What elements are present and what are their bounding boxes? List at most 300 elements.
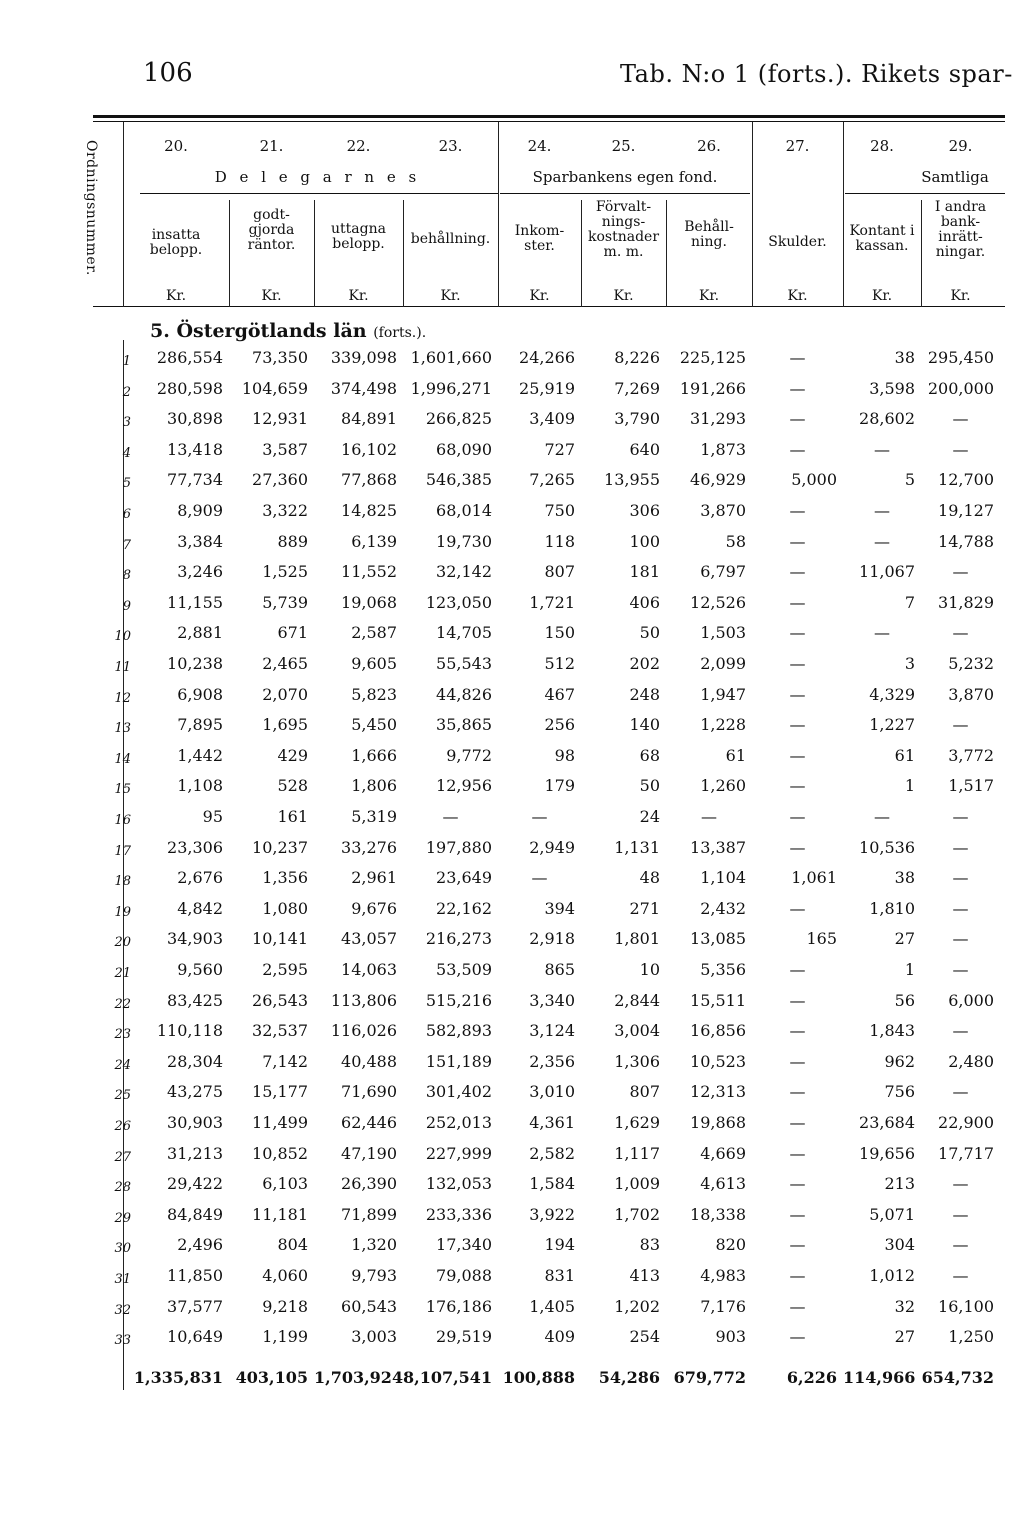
table-cell: 3,384: [177, 531, 223, 551]
table-cell: 202: [629, 654, 660, 673]
table-cell: 79,088: [436, 1266, 492, 1285]
table-cell: 9,772: [446, 745, 492, 765]
row-number: 26: [114, 1119, 131, 1134]
table-cell: 1,721: [529, 592, 575, 612]
table-cell: 1,702: [614, 1204, 660, 1224]
row-number: 9: [122, 598, 131, 614]
table-cell: 286,554: [156, 348, 223, 367]
table-cell: —: [789, 531, 806, 551]
table-row: [95, 952, 1005, 984]
table-cell: 227,999: [425, 1143, 492, 1163]
table-row: [95, 1319, 1005, 1351]
table-cell: 3,322: [262, 501, 308, 520]
table-cell: 2,961: [351, 868, 397, 888]
table-cell: 1,009: [614, 1174, 660, 1194]
table-cell: 1,405: [529, 1296, 575, 1316]
table-cell: 1,108: [177, 776, 223, 796]
table-cell: 8,909: [177, 501, 223, 520]
table-cell: 831: [544, 1266, 575, 1285]
table-cell: —: [952, 1082, 969, 1102]
unit-label: Kr.: [165, 288, 187, 304]
table-row: [95, 371, 1005, 403]
table-cell: 24,266: [519, 348, 575, 367]
table-cell: —: [789, 1327, 806, 1347]
table-cell: —: [952, 1021, 969, 1041]
table-cell: 165: [806, 929, 837, 949]
table-cell: 3,004: [614, 1021, 660, 1041]
table-cell: 5,232: [948, 654, 994, 673]
table-cell: 6,000: [948, 990, 994, 1010]
table-cell: 807: [629, 1082, 660, 1102]
table-row: [95, 554, 1005, 586]
table-cell: 15,511: [690, 990, 746, 1010]
group-rule-egen-fond: [500, 193, 750, 194]
table-cell: 61: [894, 745, 915, 765]
table-cell: 7,142: [262, 1051, 308, 1071]
table-cell: 150: [544, 623, 575, 643]
table-cell: 266,825: [425, 409, 492, 429]
column-number: 24.: [527, 137, 552, 155]
section-title: [150, 320, 426, 342]
table-cell: 12,526: [690, 592, 746, 612]
row-number: 3: [122, 415, 131, 431]
table-row: [95, 615, 1005, 647]
table-cell: 216,273: [425, 929, 492, 949]
table-cell: 48: [639, 868, 660, 888]
table-cell: 304: [884, 1235, 915, 1255]
table-row: [95, 1044, 1005, 1076]
table-cell: 50: [639, 776, 660, 796]
group-rule-delegarnes: [140, 193, 498, 194]
table-cell: 16,856: [690, 1021, 746, 1041]
table-cell: 38: [894, 868, 915, 888]
table-cell: —: [789, 1296, 806, 1316]
table-cell: 11,499: [252, 1113, 308, 1132]
table-cell: 46,929: [690, 470, 746, 490]
table-cell: —: [531, 807, 548, 826]
table-cell: 1,227: [869, 715, 915, 735]
table-cell: 256: [544, 715, 575, 735]
table-row: [95, 1074, 1005, 1106]
row-number: 6: [122, 507, 131, 522]
column-header: behållning.: [410, 231, 491, 247]
row-number: 17: [114, 843, 131, 859]
table-cell: 1,629: [614, 1113, 660, 1132]
table-cell: 29,519: [436, 1327, 492, 1347]
table-cell: —: [952, 1266, 969, 1285]
table-cell: 47,190: [341, 1143, 397, 1163]
table-cell: 10,852: [252, 1143, 308, 1163]
table-cell: 58: [725, 531, 746, 551]
table-row: [95, 432, 1005, 464]
table-cell: 6,103: [262, 1174, 308, 1194]
table-cell: 19,127: [938, 501, 994, 520]
table-cell: 512: [544, 654, 575, 673]
table-cell: 7,176: [700, 1296, 746, 1316]
table-cell: 68: [639, 745, 660, 765]
table-cell: 17,717: [938, 1143, 994, 1163]
table-cell: 1,260: [700, 776, 746, 796]
column-number: 26.: [697, 137, 721, 155]
table-row: [95, 860, 1005, 892]
table-cell: 27: [894, 1327, 915, 1347]
column-header: insatta belopp.: [149, 227, 203, 258]
table-cell: 962: [884, 1051, 915, 1071]
table-cell: 151,189: [425, 1051, 492, 1071]
column-header: Skulder.: [768, 234, 827, 250]
table-cell: 1,012: [869, 1266, 915, 1285]
table-cell: 15,177: [252, 1082, 308, 1102]
table-cell: 40,488: [341, 1051, 397, 1071]
group-rule-samtliga: [845, 193, 1005, 194]
unit-label: Kr.: [613, 288, 634, 304]
table-cell: —: [789, 409, 806, 429]
table-cell: 2,432: [700, 898, 746, 918]
table-cell: 865: [544, 960, 575, 979]
table-cell: 252,013: [425, 1113, 492, 1132]
table-cell: 3,598: [869, 378, 915, 398]
table-cell: 271: [629, 898, 660, 918]
table-row: [95, 830, 1005, 862]
table-cell: 9,676: [351, 898, 397, 918]
table-row: [95, 1166, 1005, 1198]
table-cell: 110,118: [156, 1021, 223, 1041]
table-cell: —: [952, 562, 969, 582]
row-number: 20: [114, 935, 131, 951]
unit-label: Kr.: [440, 288, 461, 304]
row-number: 11: [114, 660, 131, 675]
table-cell: 6,797: [700, 562, 746, 582]
table-cell: 34,903: [167, 929, 223, 949]
table-cell: —: [789, 501, 806, 520]
row-number: 5: [122, 476, 131, 492]
table-cell: —: [789, 1143, 806, 1163]
table-cell: —: [789, 1113, 806, 1132]
table-cell: 528: [277, 776, 308, 796]
table-cell: 32,537: [252, 1021, 308, 1041]
table-cell: 2,070: [262, 684, 308, 704]
total-cell: 403,105: [235, 1367, 308, 1387]
table-cell: 16,100: [938, 1296, 994, 1316]
table-cell: 140: [629, 715, 660, 735]
table-cell: 26,390: [341, 1174, 397, 1194]
table-cell: 233,336: [425, 1204, 492, 1224]
table-cell: 14,825: [341, 501, 397, 520]
table-cell: 31,829: [938, 592, 994, 612]
group-header-delegarnes: D e l e g a r n e s: [214, 168, 421, 186]
table-cell: 3,124: [529, 1021, 575, 1041]
table-cell: 73,350: [252, 348, 308, 367]
table-cell: 3: [904, 654, 915, 673]
row-number: 7: [122, 537, 131, 553]
table-cell: 13,387: [690, 837, 746, 857]
total-cell: 1,335,831: [133, 1367, 223, 1387]
table-cell: 10,141: [252, 929, 308, 949]
table-cell: 1,601,660: [410, 348, 492, 367]
table-cell: 28,304: [167, 1051, 223, 1071]
table-cell: 5,450: [351, 715, 397, 735]
header-divider: [843, 122, 844, 307]
table-cell: 11,181: [252, 1204, 308, 1224]
row-number: 14: [114, 751, 131, 767]
column-header: I andra bank-inrätt-ningar.: [934, 199, 987, 260]
unit-label: Kr.: [529, 288, 550, 304]
table-cell: 1,202: [614, 1296, 660, 1316]
table-cell: 5,000: [791, 470, 837, 490]
table-cell: 10,238: [167, 654, 223, 673]
table-cell: 10: [639, 960, 660, 979]
table-cell: 37,577: [167, 1296, 223, 1316]
table-row: [95, 768, 1005, 800]
table-cell: 194: [544, 1235, 575, 1255]
unit-label: Kr.: [261, 288, 282, 304]
table-cell: 1,517: [948, 776, 994, 796]
table-cell: 1,525: [262, 562, 308, 582]
table-cell: 7,269: [614, 378, 660, 398]
table-cell: 3,772: [948, 745, 994, 765]
total-cell: 6,226: [786, 1367, 837, 1387]
table-cell: 12,956: [436, 776, 492, 796]
table-cell: 2,676: [177, 868, 223, 888]
header-divider: [498, 122, 499, 307]
table-cell: —: [789, 960, 806, 979]
table-cell: 1,947: [700, 684, 746, 704]
table-cell: 5,319: [351, 807, 397, 826]
column-header: Behåll-ning.: [684, 219, 734, 250]
row-number: 27: [114, 1149, 131, 1165]
table-cell: 11,067: [859, 562, 915, 582]
row-number: 31: [114, 1272, 131, 1287]
table-cell: 27: [894, 929, 915, 949]
table-cell: 35,865: [436, 715, 492, 735]
table-cell: 1,228: [700, 715, 746, 735]
table-cell: 1,104: [700, 868, 746, 888]
table-cell: 1,199: [262, 1327, 308, 1347]
table-row: [95, 1136, 1005, 1168]
table-cell: 9,218: [262, 1296, 308, 1316]
table-cell: 1,320: [351, 1235, 397, 1255]
table-cell: 11,552: [341, 562, 397, 582]
table-cell: 32,142: [436, 562, 492, 582]
table-cell: 301,402: [425, 1082, 492, 1102]
table-cell: 31,213: [167, 1143, 223, 1163]
table-cell: 3,340: [529, 990, 575, 1010]
table-cell: 515,216: [425, 990, 492, 1010]
table-cell: 83: [639, 1235, 660, 1255]
table-cell: —: [789, 623, 806, 643]
table-row: [95, 983, 1005, 1015]
table-cell: —: [952, 837, 969, 857]
table-cell: 4,613: [700, 1174, 746, 1194]
table-cell: 2,881: [177, 623, 223, 643]
table-cell: 26,543: [252, 990, 308, 1010]
table-cell: —: [789, 684, 806, 704]
table-cell: 406: [629, 592, 660, 612]
table-cell: 116,026: [330, 1021, 397, 1041]
table-cell: 1,061: [791, 868, 837, 888]
group-header-egen-fond: Sparbankens egen fond.: [532, 168, 718, 186]
column-number: 29.: [948, 137, 973, 155]
row-number: 29: [114, 1210, 131, 1226]
table-cell: 2,480: [948, 1051, 994, 1071]
table-cell: 254: [629, 1327, 660, 1347]
table-cell: 23,306: [167, 837, 223, 857]
header-divider: [581, 200, 582, 307]
table-cell: 118: [544, 531, 575, 551]
table-row: [95, 1258, 1005, 1290]
table-cell: 50: [639, 623, 660, 643]
table-cell: 30,903: [167, 1113, 223, 1132]
table-row: [95, 340, 1005, 372]
table-cell: 3,409: [529, 409, 575, 429]
table-cell: 19,730: [436, 531, 492, 551]
table-cell: 77,868: [341, 470, 397, 490]
table-cell: 3,870: [700, 501, 746, 520]
table-cell: 56: [894, 990, 915, 1010]
row-number: 10: [114, 629, 131, 645]
column-header: Kontant i kassan.: [849, 223, 915, 254]
table-cell: —: [952, 1204, 969, 1224]
table-row: [95, 1289, 1005, 1321]
table-cell: 53,509: [436, 960, 492, 979]
row-number: 13: [114, 721, 131, 737]
column-header: Inkom-ster.: [514, 223, 565, 254]
row-number: 24: [114, 1057, 131, 1073]
table-cell: 1,306: [614, 1051, 660, 1071]
unit-label: Kr.: [348, 288, 369, 304]
table-cell: 4,842: [177, 898, 223, 918]
table-cell: 33,276: [341, 837, 397, 857]
table-cell: 1,695: [262, 715, 308, 735]
column-number: 20.: [164, 137, 188, 155]
table-cell: 640: [629, 439, 660, 459]
table-cell: —: [789, 1174, 806, 1194]
table-cell: 13,418: [167, 439, 223, 459]
table-cell: 3,870: [948, 684, 994, 704]
table-cell: —: [789, 776, 806, 796]
table-cell: —: [789, 1235, 806, 1255]
table-row: [95, 585, 1005, 617]
table-cell: —: [789, 654, 806, 673]
row-number: 23: [114, 1027, 131, 1043]
table-cell: —: [874, 807, 890, 826]
table-cell: 225,125: [679, 348, 746, 367]
table-cell: —: [789, 1082, 806, 1102]
top-rule-thin: [93, 121, 1005, 122]
column-number: 22.: [346, 137, 371, 155]
table-cell: 7,265: [529, 470, 575, 490]
table-cell: —: [789, 592, 806, 612]
side-label-text: Ordningsnummer.: [83, 140, 99, 276]
table-cell: —: [789, 439, 806, 459]
table-cell: 10,649: [167, 1327, 223, 1347]
table-cell: 295,450: [927, 348, 994, 367]
table-cell: 200,000: [927, 378, 994, 398]
table-cell: 2,099: [700, 654, 746, 673]
table-cell: 7,895: [177, 715, 223, 735]
table-cell: 38: [894, 348, 915, 367]
table-cell: —: [789, 1051, 806, 1071]
table-cell: 2,587: [351, 623, 397, 643]
table-cell: 306: [629, 501, 660, 520]
table-cell: 1,666: [351, 745, 397, 765]
row-number: 16: [114, 813, 131, 828]
table-cell: 31,293: [690, 409, 746, 429]
table-cell: 68,090: [436, 439, 492, 459]
table-cell: 77,734: [167, 470, 223, 490]
table-cell: 3,246: [177, 562, 223, 582]
table-cell: 43,275: [167, 1082, 223, 1102]
table-cell: 3,922: [529, 1204, 575, 1224]
table-cell: 62,446: [341, 1113, 397, 1132]
table-cell: 191,266: [679, 378, 746, 398]
page-number: 106: [143, 58, 193, 88]
table-cell: 10,237: [252, 837, 308, 857]
table-row: [95, 401, 1005, 433]
row-number: 30: [114, 1241, 131, 1257]
header-divider: [314, 200, 315, 307]
table-cell: 413: [629, 1266, 660, 1285]
unit-label: Kr.: [950, 288, 971, 304]
table-cell: 1,080: [262, 898, 308, 918]
table-cell: 18,338: [690, 1204, 746, 1224]
table-cell: 727: [544, 439, 575, 459]
table-cell: 16,102: [341, 439, 397, 459]
table-cell: 6,908: [177, 684, 223, 704]
table-cell: —: [952, 715, 969, 735]
row-number: 15: [114, 782, 131, 798]
table-row: [95, 1105, 1005, 1137]
header-divider: [123, 122, 124, 307]
column-header: uttagna belopp.: [331, 221, 386, 252]
header-divider: [666, 200, 667, 307]
table-cell: 11,850: [167, 1266, 223, 1285]
table-cell: —: [789, 1021, 806, 1041]
table-cell: 1,843: [869, 1021, 915, 1041]
table-cell: 339,098: [330, 348, 397, 367]
table-cell: —: [952, 868, 969, 888]
table-cell: 19,656: [859, 1143, 915, 1163]
table-cell: 5,356: [700, 960, 746, 979]
row-number: 22: [114, 996, 131, 1012]
table-cell: 1,442: [177, 745, 223, 765]
table-cell: 756: [884, 1082, 915, 1102]
table-cell: 1,996,271: [410, 378, 492, 398]
table-cell: 11,155: [167, 592, 223, 612]
table-cell: —: [874, 623, 890, 643]
column-number: 25.: [611, 137, 636, 155]
table-cell: 14,705: [436, 623, 492, 643]
table-cell: 10,536: [859, 837, 915, 857]
table-cell: —: [952, 439, 969, 459]
total-cell: 679,772: [673, 1367, 746, 1387]
table-row: [95, 462, 1005, 494]
table-cell: —: [789, 562, 806, 582]
column-number: 28.: [870, 137, 894, 155]
unit-label: Kr.: [787, 288, 808, 304]
table-cell: 98: [554, 745, 575, 765]
row-number: 1: [122, 354, 131, 369]
table-cell: 394: [544, 898, 575, 918]
table-cell: 2,918: [529, 929, 575, 949]
table-cell: 12,700: [938, 470, 994, 490]
table-cell: 60,543: [341, 1296, 397, 1316]
row-number: 21: [114, 966, 131, 981]
table-cell: —: [952, 807, 969, 826]
row-number: 32: [114, 1302, 131, 1318]
table-cell: 3,003: [351, 1327, 397, 1347]
row-number: 18: [114, 874, 131, 890]
